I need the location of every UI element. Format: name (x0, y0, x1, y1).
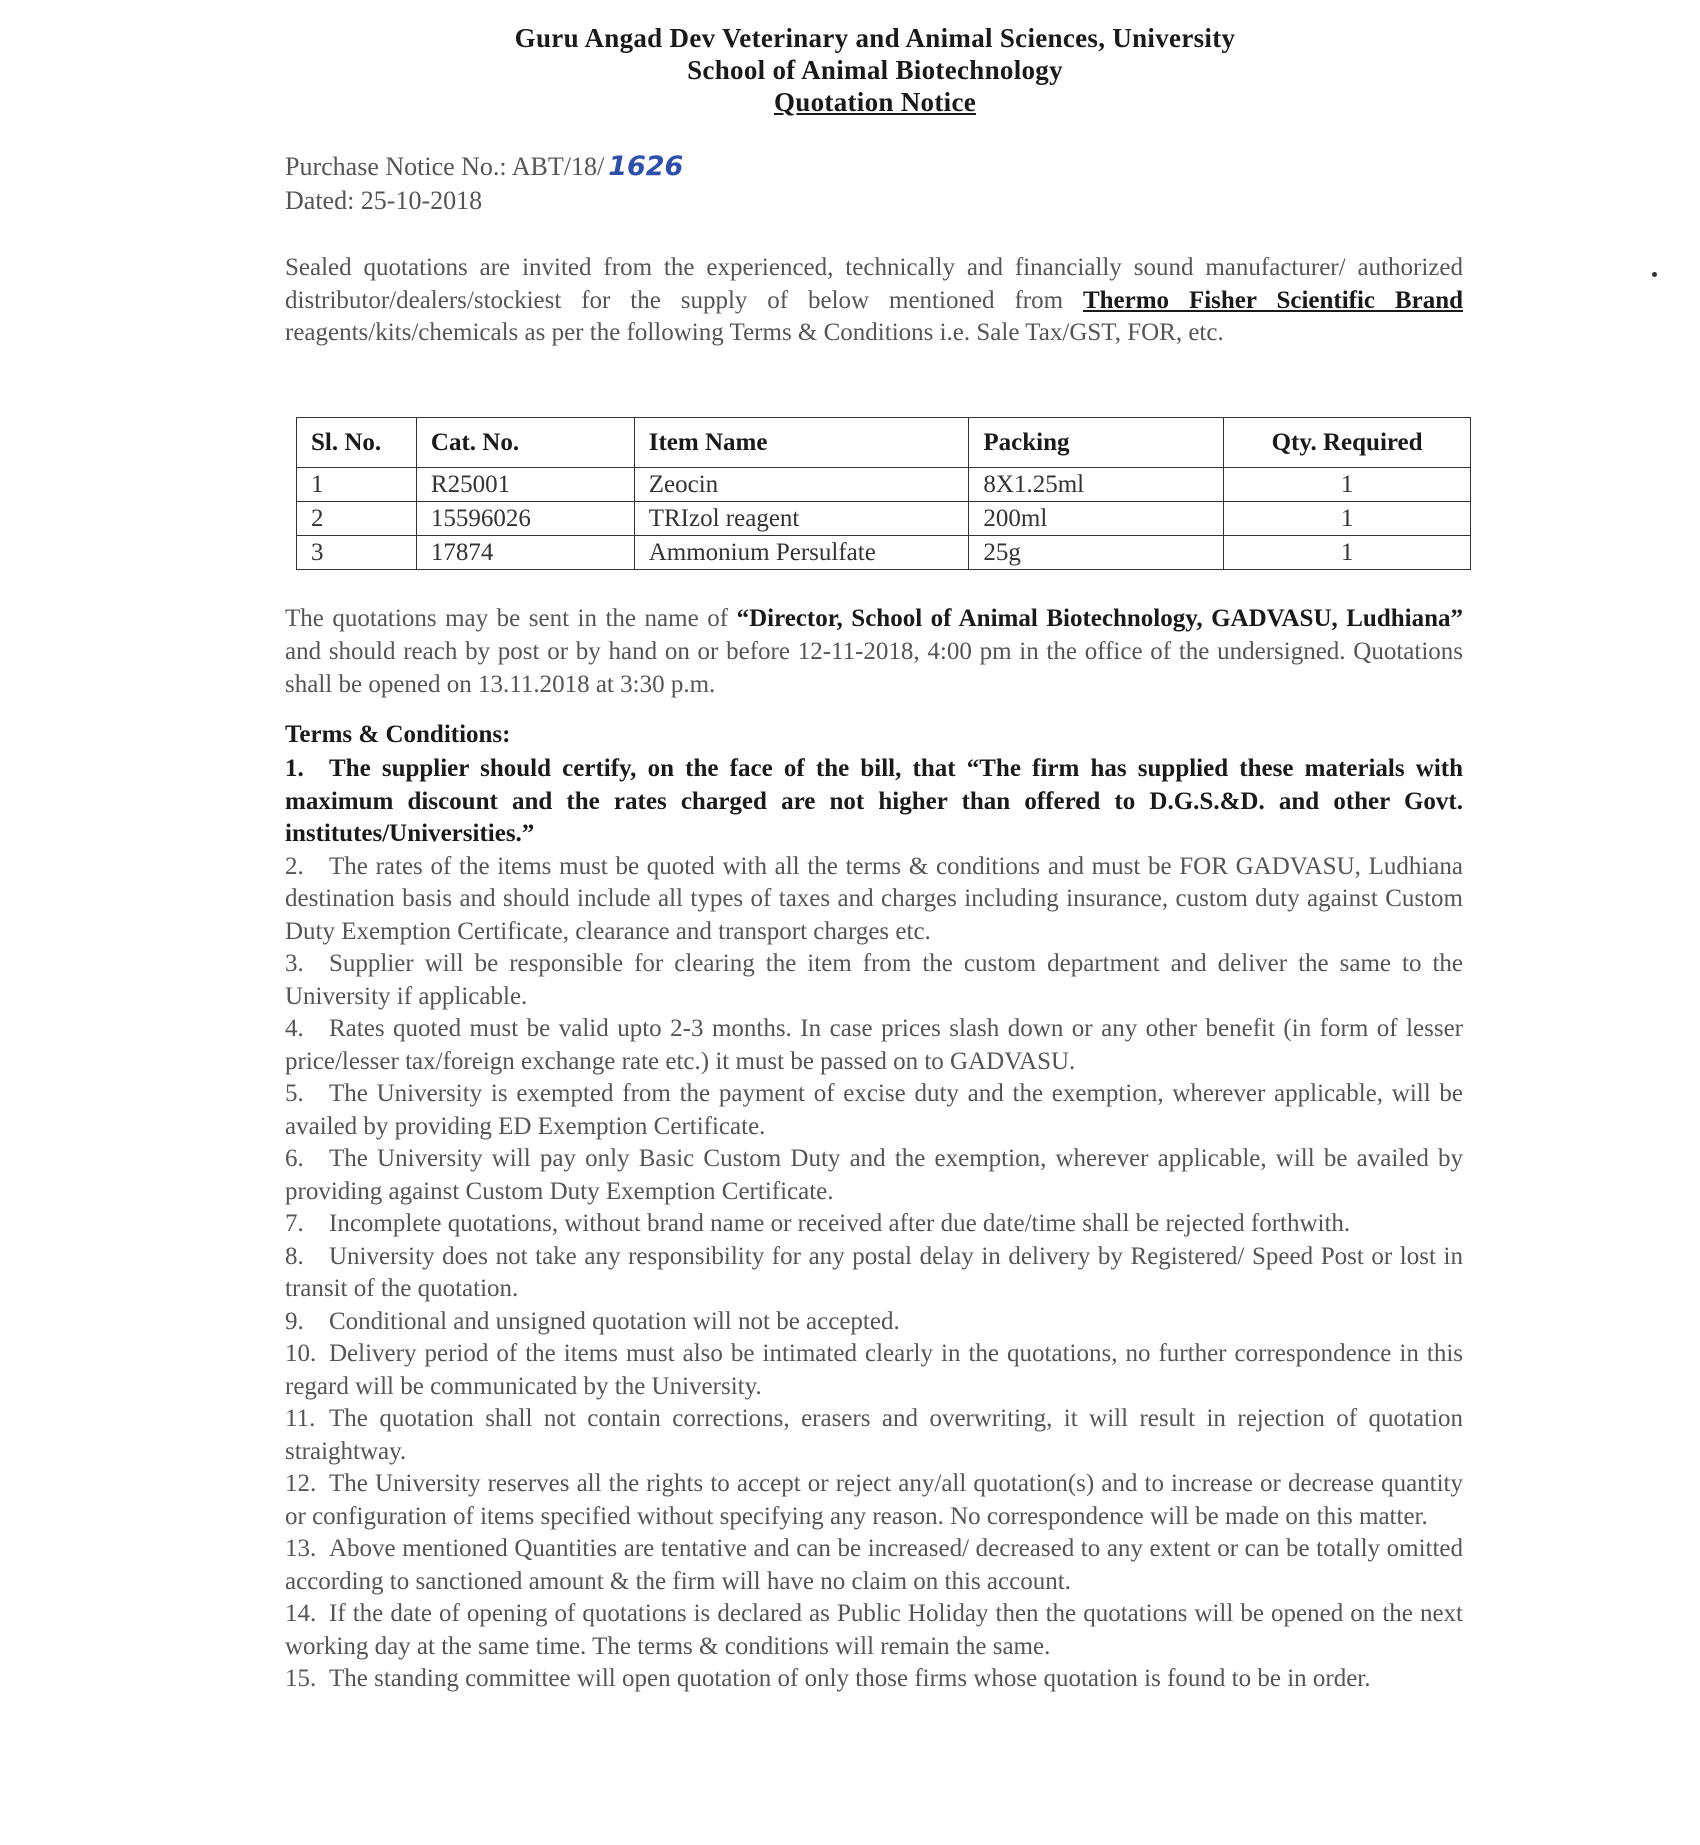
submission-text-after: and should reach by post or by hand on or before 12-11-2018, 4:00 pm in the office of the undersigned. Quotations shall be opened on 13.11.2018 at 3:30 p.m. (285, 638, 1463, 698)
term-number: 4. (285, 1015, 304, 1042)
cell-packing: 200ml (969, 502, 1224, 536)
term-number: 10. (285, 1340, 317, 1367)
term-number: 7. (285, 1210, 304, 1237)
term-item (285, 1598, 1463, 1663)
term-number: 15. (285, 1665, 317, 1692)
cell-packing: 8X1.25ml (969, 468, 1224, 502)
cell-qty: 1 (1224, 502, 1471, 536)
term-number: 12. (285, 1470, 317, 1497)
term-text: Rates quoted must be valid upto 2-3 months. In case prices slash down or any other benefit (in form of lesser price/lesser tax/foreign exchange rate etc.) it must be passed on to GADVASU. (285, 1015, 1463, 1075)
term-item (285, 1533, 1463, 1598)
notice-meta (285, 150, 683, 218)
submission-paragraph (285, 602, 1463, 701)
intro-text-before: Sealed quotations are invited from the experienced, technically and financially sound manufacturer/ authorized distributor/dealers/stockiest for the supply of below mentioned from (285, 254, 1463, 314)
term-text: The University is exempted from the payment of excise duty and the exemption, wherever applicable, will be availed by providing ED Exemption Certificate. (285, 1080, 1463, 1140)
term-item (285, 1241, 1463, 1306)
notice-title: Quotation Notice (773, 87, 977, 117)
intro-text-after: reagents/kits/chemicals as per the following Terms & Conditions i.e. Sale Tax/GST, FOR, etc. (285, 319, 1224, 346)
term-text: The standing committee will open quotation of only those firms whose quotation is found to be in order. (329, 1665, 1371, 1692)
scan-speck (1652, 272, 1657, 277)
term-text: The supplier should certify, on the face of the bill, that “The firm has supplied these materials with maximum discount and the rates charged are not higher than offered to D.G.S.&D. and other Govt. institutes/Universities.” (285, 755, 1463, 847)
addressee: “Director, School of Animal Biotechnology, GADVASU, Ludhiana” (736, 605, 1463, 632)
term-item (285, 1663, 1463, 1696)
cell-packing: 25g (969, 536, 1224, 570)
cell-item-name: Ammonium Persulfate (634, 536, 969, 570)
term-item (285, 1338, 1463, 1403)
table-row (297, 536, 1471, 570)
column-header-qty: Qty. Required (1224, 418, 1471, 468)
term-item (285, 1013, 1463, 1078)
term-text: The University will pay only Basic Custom Duty and the exemption, wherever applicable, will be availed by providing against Custom Duty Exemption Certificate. (285, 1145, 1463, 1205)
term-number: 13. (285, 1535, 317, 1562)
term-item (285, 1078, 1463, 1143)
items-table (296, 417, 1471, 570)
term-item (285, 948, 1463, 1013)
column-header-packing: Packing (969, 418, 1224, 468)
submission-text-before: The quotations may be sent in the name of (285, 605, 737, 632)
term-number: 6. (285, 1145, 304, 1172)
brand-name: Thermo Fisher Scientific Brand (1082, 286, 1463, 314)
terms-list (285, 753, 1463, 1696)
term-text: The rates of the items must be quoted with all the terms & conditions and must be FOR GADVASU, Ludhiana destination basis and should include all types of taxes and charges including insurance, custom duty against Custom Duty Exemption Certificate, clearance and transport charges etc. (285, 852, 1463, 945)
university-name: Guru Angad Dev Veterinary and Animal Sciences, University (514, 23, 1236, 53)
column-header-sl-no: Sl. No. (297, 418, 417, 468)
term-text: The University reserves all the rights to accept or reject any/all quotation(s) and to increase or decrease quantity or configuration of items specified without specifying any reason. No correspondence will be made on this matter. (285, 1470, 1463, 1530)
school-name: School of Animal Biotechnology (687, 55, 1063, 85)
term-item (285, 1306, 1463, 1339)
purchase-notice-number (285, 150, 683, 184)
terms-heading: Terms & Conditions: (285, 721, 511, 748)
column-header-item-name: Item Name (634, 418, 969, 468)
term-number: 1. (285, 755, 304, 782)
term-text: Above mentioned Quantities are tentative and can be increased/ decreased to any extent or can be totally omitted according to sanctioned amount & the firm will have no claim on this account. (285, 1535, 1463, 1595)
term-number: 11. (285, 1405, 316, 1432)
term-number: 14. (285, 1600, 317, 1627)
table-row (297, 468, 1471, 502)
term-item (285, 1143, 1463, 1208)
cell-cat-no: 17874 (416, 536, 634, 570)
term-item (285, 1208, 1463, 1241)
cell-qty: 1 (1224, 468, 1471, 502)
term-text: Incomplete quotations, without brand name or received after due date/time shall be rejected forthwith. (329, 1210, 1351, 1237)
cell-sl-no: 2 (297, 502, 417, 536)
notice-date: Dated: 25-10-2018 (285, 186, 483, 215)
cell-qty: 1 (1224, 536, 1471, 570)
term-item (285, 851, 1463, 949)
column-header-cat-no: Cat. No. (416, 418, 634, 468)
term-item (285, 1468, 1463, 1533)
handwritten-notice-number: 1626 (608, 151, 684, 182)
table-row (297, 502, 1471, 536)
table-header-row (297, 418, 1471, 468)
term-number: 8. (285, 1242, 304, 1270)
cell-item-name: Zeocin (634, 468, 969, 502)
term-item (285, 753, 1463, 851)
term-number: 3. (285, 950, 304, 977)
intro-paragraph (285, 252, 1463, 350)
document-header (0, 22, 1700, 118)
cell-cat-no: 15596026 (416, 502, 634, 536)
cell-sl-no: 3 (297, 536, 417, 570)
term-text: If the date of opening of quotations is declared as Public Holiday then the quotations will be opened on the next working day at the same time. The terms & conditions will remain the same. (285, 1600, 1463, 1660)
term-text: Delivery period of the items must also be intimated clearly in the quotations, no further correspondence in this regard will be communicated by the University. (285, 1340, 1463, 1400)
cell-cat-no: R25001 (416, 468, 634, 502)
term-text: The quotation shall not contain corrections, erasers and overwriting, it will result in rejection of quotation straightway. (285, 1405, 1463, 1465)
term-text: University does not take any responsibility for any postal delay in delivery by Registered/ Speed Post or lost in transit of the quotation. (285, 1242, 1463, 1302)
term-number: 5. (285, 1080, 304, 1107)
term-item (285, 1403, 1463, 1468)
term-text: Conditional and unsigned quotation will not be accepted. (329, 1307, 900, 1335)
term-number: 2. (285, 852, 304, 880)
term-text: Supplier will be responsible for clearing the item from the custom department and deliver the same to the University if applicable. (285, 950, 1463, 1010)
term-number: 9. (285, 1307, 304, 1335)
cell-item-name: TRIzol reagent (634, 502, 969, 536)
cell-sl-no: 1 (297, 468, 417, 502)
purchase-notice-label: Purchase Notice No.: ABT/18/ (285, 152, 605, 181)
